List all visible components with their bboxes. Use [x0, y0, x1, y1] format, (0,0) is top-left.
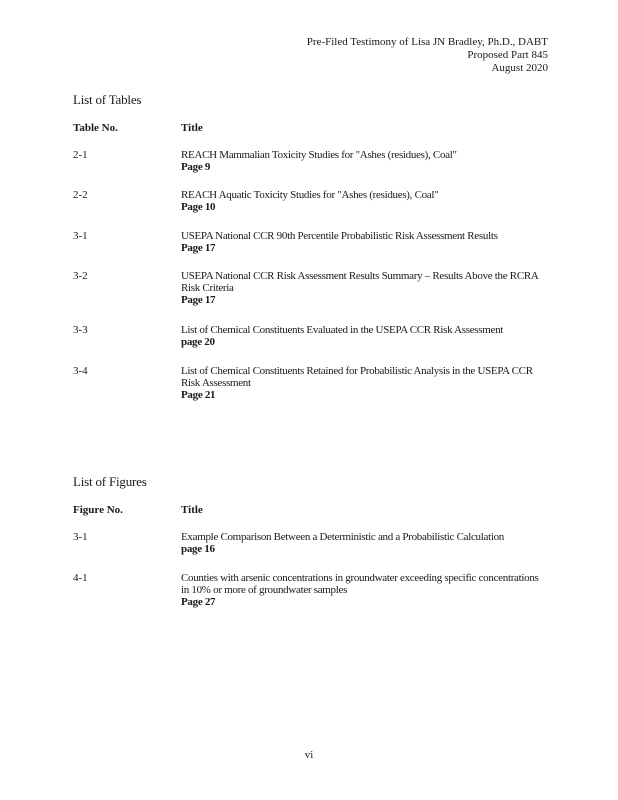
table-entry [181, 365, 546, 402]
page-number: vi [304, 749, 314, 761]
table-entry [181, 189, 546, 214]
table-page-ref: Page 10 [181, 201, 216, 213]
figure-number: 3-1 [73, 531, 88, 543]
table-number: 2-2 [73, 189, 88, 201]
figure-number-column-header: Figure No. [73, 504, 123, 516]
table-entry [181, 270, 546, 307]
table-page-ref: Page 21 [181, 389, 216, 401]
table-number: 3-2 [73, 270, 88, 282]
table-page-ref: Page 9 [181, 161, 211, 173]
figure-page-ref: page 16 [181, 543, 215, 555]
figure-number: 4-1 [73, 572, 88, 584]
table-number: 3-1 [73, 230, 88, 242]
figure-title: Counties with arsenic concentrations in groundwater exceeding specific concentrations in 10% or more of groundwater samples [181, 572, 539, 596]
table-number: 3-4 [73, 365, 88, 377]
table-title: USEPA National CCR 90th Percentile Probabilistic Risk Assessment Results [181, 230, 498, 242]
table-title: REACH Mammalian Toxicity Studies for "Ashes (residues), Coal" [181, 149, 457, 161]
figure-title-column-header: Title [181, 504, 203, 516]
table-number: 3-3 [73, 324, 88, 336]
page-header [307, 36, 548, 75]
table-title-column-header: Title [181, 122, 203, 134]
figure-title: Example Comparison Between a Deterministic and a Probabilistic Calculation [181, 531, 504, 543]
table-title: List of Chemical Constituents Evaluated in the USEPA CCR Risk Assessment [181, 324, 504, 336]
table-title: List of Chemical Constituents Retained for Probabilistic Analysis in the USEPA CCR Risk Assessment [181, 365, 533, 389]
table-entry [181, 230, 546, 255]
table-page-ref: Page 17 [181, 294, 216, 306]
header-date-line: August 2020 [491, 62, 548, 74]
list-of-figures-heading: List of Figures [73, 474, 147, 489]
table-number-column-header: Table No. [73, 122, 118, 134]
table-title: USEPA National CCR Risk Assessment Results Summary – Results Above the RCRA Risk Criteria [181, 270, 538, 294]
table-page-ref: page 20 [181, 336, 215, 348]
header-testimony-line: Pre-Filed Testimony of Lisa JN Bradley, Ph.D., DABT [306, 36, 548, 48]
table-entry [181, 149, 546, 174]
figure-entry [181, 531, 546, 556]
table-page-ref: Page 17 [181, 242, 216, 254]
figure-entry [181, 572, 546, 609]
table-entry [181, 324, 546, 349]
table-number: 2-1 [73, 149, 88, 161]
list-of-tables-heading: List of Tables [73, 92, 142, 107]
header-part-line: Proposed Part 845 [467, 49, 548, 61]
figure-page-ref: Page 27 [181, 596, 216, 608]
table-title: REACH Aquatic Toxicity Studies for "Ashes (residues), Coal" [181, 189, 439, 201]
